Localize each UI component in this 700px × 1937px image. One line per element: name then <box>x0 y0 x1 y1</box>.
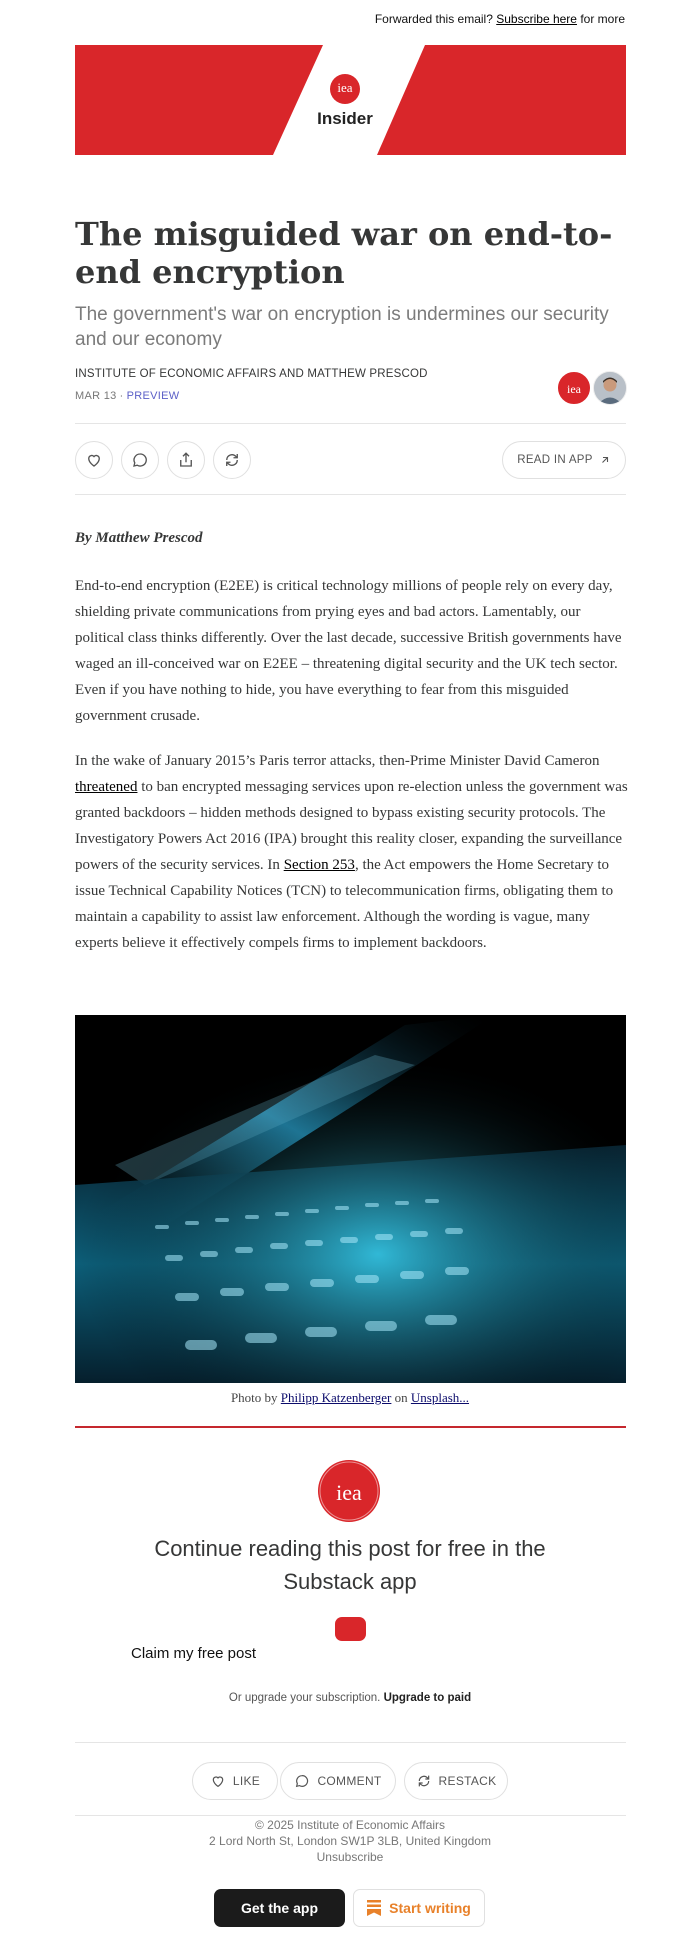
paragraph-2-part-c: , the Act empowers the Home Secretary to issue Technical Capability Notices (TCN) to telecommunication firms, obligating them to maintain a capability to assist law enforcement. Although the wording is vague, many experts believe it effectively compels firms to implement backdoors. <box>75 857 614 951</box>
avatar-matthew-prescod[interactable] <box>593 371 627 405</box>
share-button[interactable] <box>167 441 205 479</box>
post-byline[interactable]: INSTITUTE OF ECONOMIC AFFAIRS AND MATTHEW PRESCOD <box>75 368 428 380</box>
avatar-iea[interactable] <box>557 371 591 405</box>
like-pill-button[interactable] <box>192 1762 278 1800</box>
restack-icon <box>416 1773 432 1789</box>
heart-icon <box>85 451 103 469</box>
paragraph-1: End-to-end encryption (E2EE) is critical technology millions of people rely on every day, shielding private communications from prying eyes and bad actors. Lamentably, our political class thinks differently. Over the last decade, successive British governments have waged an ill-conceived war on E2EE – threatening digital security and the UK tech sector. Even if you have nothing to hide, you have everything to fear from this misguided government crusade. <box>75 578 622 724</box>
restack-button[interactable] <box>213 441 251 479</box>
heart-icon <box>210 1773 226 1789</box>
banner-graphic <box>75 45 626 155</box>
restack-label: RESTACK <box>438 1774 497 1788</box>
banner-logo-text: iea <box>337 80 353 95</box>
post-subtitle: The government's war on encryption is undermines our security and our economy <box>75 304 609 350</box>
paragraph-2-part-a: In the wake of January 2015’s Paris terror attacks, then-Prime Minister David Cameron <box>75 753 600 769</box>
post-date-line <box>75 390 179 402</box>
header-banner[interactable] <box>75 45 626 155</box>
unsubscribe-link[interactable]: Unsubscribe <box>316 1850 384 1864</box>
start-writing-label: Start writing <box>389 1900 471 1916</box>
bookmark-icon <box>367 1900 381 1916</box>
article-author: By Matthew Prescod <box>75 530 203 546</box>
paywall-heading: Continue reading this post for free in the Substack app <box>154 1536 546 1594</box>
like-button[interactable] <box>75 441 113 479</box>
restack-icon <box>223 451 241 469</box>
avatar-iea-text: iea <box>567 382 581 396</box>
comment-icon <box>294 1773 310 1789</box>
banner-insider-label: Insider <box>317 109 373 128</box>
comment-label: COMMENT <box>317 1774 382 1788</box>
comment-icon <box>131 451 149 469</box>
laptop-photo-graphic <box>75 1015 626 1383</box>
post-date: MAR 13 <box>75 390 117 402</box>
subscribe-link[interactable]: Subscribe here <box>496 12 577 26</box>
forward-notice <box>375 12 625 26</box>
threatened-link[interactable]: threatened <box>75 779 138 795</box>
forward-suffix: for more <box>580 12 625 26</box>
upgrade-to-paid-link[interactable]: Upgrade to paid <box>383 1692 472 1704</box>
paragraph-2 <box>75 748 631 956</box>
upgrade-prefix: Or upgrade your subscription. <box>228 1692 381 1704</box>
divider-engage-top <box>75 1742 626 1743</box>
read-in-app-label: READ IN APP <box>517 454 593 466</box>
get-the-app-label: Get the app <box>240 1900 318 1916</box>
photo-caption <box>0 1390 700 1406</box>
forward-prefix: Forwarded this email? <box>374 12 493 26</box>
get-the-app-button[interactable] <box>214 1889 345 1927</box>
footer-copyright: © 2025 Institute of Economic Affairs <box>254 1818 446 1832</box>
section-253-link[interactable]: Section 253 <box>283 857 355 873</box>
unsplash-link[interactable]: Unsplash... <box>410 1390 470 1405</box>
caption-prefix: Photo by <box>230 1390 278 1405</box>
claim-button-graphic[interactable] <box>335 1617 366 1641</box>
upgrade-line <box>0 1692 700 1704</box>
paragraph-2-part-b: to ban encrypted messaging services upon re-election unless the government was granted backdoors – hidden methods designed to bypass existing security protocols. The Investigatory Powers Act 2016 (IPA) brought this reality closer, expanding the surveillance powers of the security services. In <box>75 779 628 873</box>
photographer-link[interactable]: Philipp Katzenberger <box>280 1390 392 1405</box>
preview-label: PREVIEW <box>126 390 180 402</box>
caption-mid: on <box>394 1390 408 1405</box>
claim-free-post-link[interactable]: Claim my free post <box>131 1645 257 1662</box>
iea-logo-text: iea <box>336 1480 362 1505</box>
paywall-divider <box>75 1426 626 1428</box>
iea-logo <box>318 1460 380 1522</box>
divider-footer-top <box>75 1815 626 1816</box>
share-icon <box>177 451 195 469</box>
date-separator: ∙ <box>119 390 124 402</box>
divider-top <box>75 423 626 424</box>
comment-pill-button[interactable] <box>280 1762 396 1800</box>
read-in-app-button[interactable] <box>502 441 626 479</box>
footer-address: 2 Lord North St, London SW1P 3LB, United Kingdom <box>209 1834 491 1848</box>
arrow-up-right-icon <box>599 454 611 466</box>
like-label: LIKE <box>232 1774 261 1788</box>
comment-button[interactable] <box>121 441 159 479</box>
post-title: The misguided war on end-to-end encryption <box>75 215 613 291</box>
person-avatar-icon <box>594 372 626 404</box>
divider-actions <box>75 494 626 495</box>
restack-pill-button[interactable] <box>404 1762 508 1800</box>
start-writing-button[interactable] <box>353 1889 485 1927</box>
laptop-keyboard-photo[interactable] <box>75 1015 626 1383</box>
